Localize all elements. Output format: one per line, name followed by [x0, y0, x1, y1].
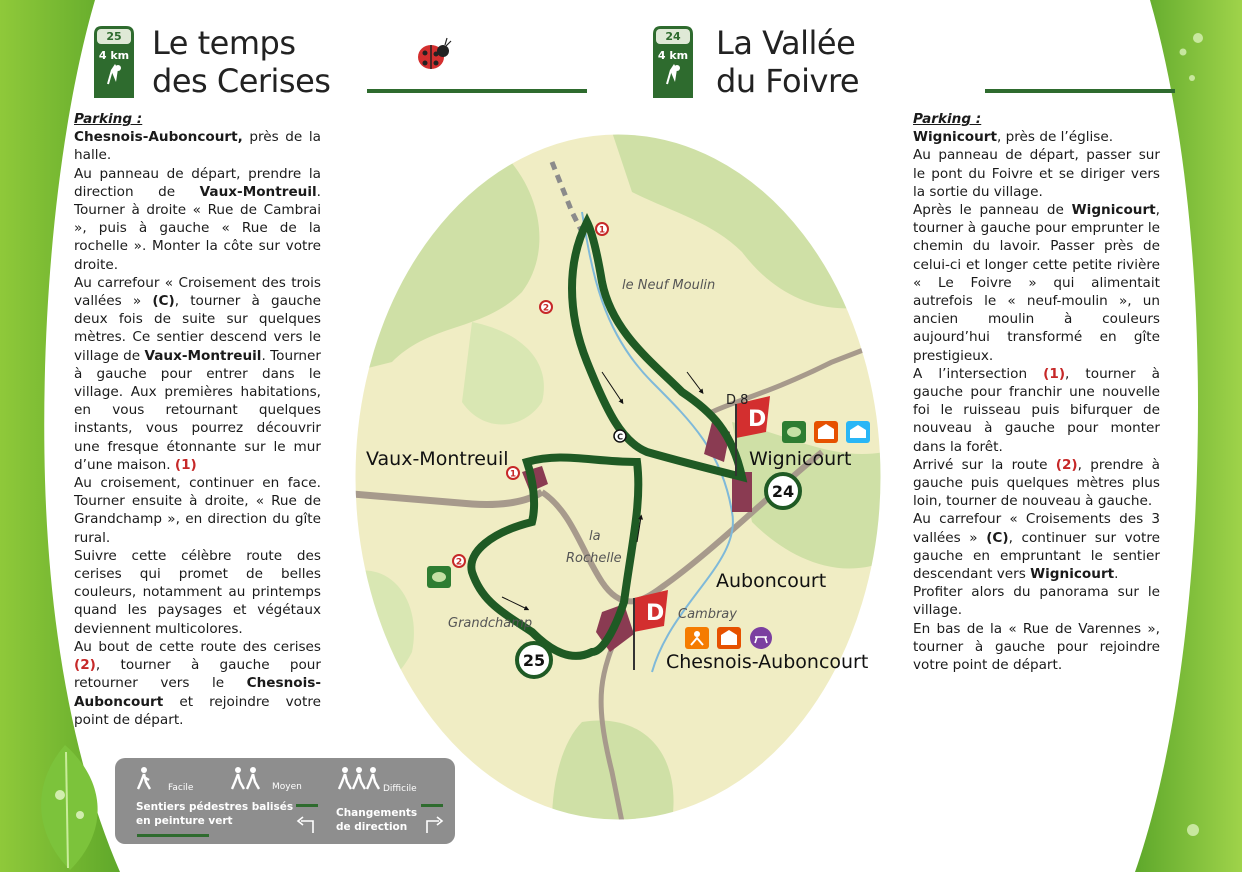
legend-hard: Difficile: [383, 784, 417, 794]
right-parking-label: Parking :: [913, 111, 982, 127]
junction-c-marker: [614, 430, 626, 442]
waypoint-1: [596, 223, 608, 236]
trail-map: [352, 132, 884, 822]
hiker-hard-icon: [337, 766, 385, 790]
route-24-number: 24: [771, 482, 795, 501]
right-route-directions: [913, 110, 1160, 674]
leaf-icon: [30, 740, 110, 872]
legend-direction-line2: de direction: [336, 821, 408, 833]
map-legend: [115, 758, 455, 844]
right-step-marker: (C): [986, 529, 1009, 546]
map-label-d8: D 8: [726, 393, 749, 408]
legend-medium: Moyen: [272, 782, 302, 792]
left-step-marker: (1): [174, 456, 197, 473]
right-step-text: Profiter alors du panorama sur le village.: [913, 584, 1160, 619]
junction-c-label: C: [617, 432, 623, 442]
right-step-text: .: [1114, 566, 1119, 583]
start-flag-letter: D: [646, 601, 665, 626]
trail-map-drawing: [352, 132, 884, 822]
waypoint-2: [540, 301, 552, 314]
left-route-number: 25: [106, 30, 122, 43]
left-step-text: Au bout de cette route des cerises: [74, 638, 321, 655]
route-25-badge: [517, 643, 551, 677]
picnic-icon: [750, 627, 772, 649]
right-step-text: En bas de la « Rue de Varennes », tourner à gauche pour rejoindre votre point de départ.: [913, 620, 1160, 674]
left-step-place: Vaux-Montreuil: [144, 347, 262, 364]
right-step-place: Wignicourt: [1071, 202, 1156, 219]
left-title-line2: des Cerises: [152, 62, 331, 100]
left-step-text: et rejoindre votre point de départ.: [74, 693, 321, 728]
map-label-neuf-moulin: le Neuf Moulin: [622, 278, 716, 293]
legend-marked-paths-line2: en peinture vert: [136, 815, 233, 827]
left-step-text: Au carrefour « Croisement des trois vallées »: [74, 274, 321, 310]
right-route-number: 24: [665, 30, 681, 43]
right-step-text: , continuer sur votre gauche en empruntant le sentier descendant vers: [913, 529, 1160, 583]
route-24-badge: [766, 474, 800, 508]
left-route-distance: 4 km: [98, 49, 130, 62]
left-step-text: , tourner à gauche pour retourner vers le: [74, 657, 321, 692]
left-title-rule: [367, 89, 587, 93]
right-step-marker: (2): [1055, 456, 1078, 473]
map-label-auboncourt: Auboncourt: [716, 570, 827, 592]
waypoint-2: [453, 555, 465, 568]
legend-green-line: [137, 834, 209, 837]
right-parking-detail: , près de l’église.: [997, 129, 1114, 146]
legend-marked-paths-line1: Sentiers pédestres balisés: [136, 801, 294, 813]
map-label-cambray: Cambray: [678, 607, 737, 622]
right-step-place: Wignicourt: [1030, 566, 1115, 583]
left-step-text: Au panneau de départ, prendre la direction de: [74, 165, 321, 200]
right-step-text: , tourner à gauche pour franchir une nouvelle foi le ruisseau puis bifurquer de nouveau à gauche pour monter dans la forêt.: [913, 365, 1160, 455]
waypoint-2-label: 2: [542, 303, 550, 314]
hiker-easy-icon: [135, 766, 153, 790]
legend-easy: Facile: [168, 783, 194, 793]
map-label-grandchamp: Grandchamp: [448, 616, 533, 631]
left-step-marker: (2): [74, 657, 96, 674]
right-step-text: Au panneau de départ, passer sur le pont du Foivre et se diriger vers la sortie du village.: [913, 147, 1160, 200]
right-step-text: Après le panneau de: [913, 202, 1072, 219]
map-label-wignicourt: Wignicourt: [749, 448, 852, 470]
left-route-title: [152, 24, 330, 100]
legend-direction-line1: Changements: [336, 807, 418, 819]
waypoint-1-label: 1: [598, 225, 606, 236]
map-label-la: la: [589, 529, 601, 544]
left-step-place: Vaux-Montreuil: [199, 183, 317, 200]
left-parking-detail: près de la halle.: [74, 129, 321, 164]
hiker-medium-icon: [229, 766, 263, 790]
turn-left-icon: [295, 813, 319, 835]
left-step-text: Au croisement, continuer en face. Tourner ensuite à droite, « Rue de Grandchamp », en direction du gîte rural.: [74, 475, 321, 546]
right-step-text: , prendre à gauche puis quelques mètres plus loin, tourner de nouveau à gauche.: [913, 456, 1160, 510]
right-step-text: , tourner à gauche pour emprunter le chemin du lavoir. Passer près de celui-ci et longer cette petite rivière « Le Foivre » qui alimentait autrefois le « neuf-moulin », un ancien moulin à couleurs aujourd’hui transformé en gîte prestigieux.: [913, 202, 1160, 364]
legend-direction-line-right: [421, 804, 443, 807]
start-flag-letter: D: [748, 407, 767, 432]
left-title-line1: Le temps: [152, 24, 296, 62]
left-route-directions: [74, 110, 321, 729]
waypoint-1: [507, 467, 519, 480]
right-step-text: Arrivé sur la route: [913, 456, 1056, 473]
right-route-distance: 4 km: [657, 49, 689, 62]
legend-direction-line-left: [296, 804, 318, 807]
right-title-line1: La Vallée: [716, 24, 856, 62]
right-parking-place: Wignicourt: [913, 129, 997, 146]
right-step-marker: (1): [1043, 365, 1066, 382]
legend-marked-paths: [136, 800, 293, 828]
waypoint-2-label: 2: [455, 557, 463, 568]
left-step-text: , tourner à gauche deux fois de suite sur quelques mètres. Ce sentier descend vers le village de: [74, 293, 321, 364]
map-label-chesnois: Chesnois-Auboncourt: [666, 651, 869, 673]
right-title-rule: [985, 89, 1175, 93]
left-step-text: Suivre cette célèbre route des cerises qui promet de belles couleurs, notamment au printemps quand les paysages et végétaux deviennent multicolores.: [74, 547, 321, 637]
left-parking-place: Chesnois-Auboncourt,: [74, 129, 243, 146]
right-step-text: A l’intersection: [913, 365, 1044, 382]
left-step-place: Chesnois-Auboncourt: [74, 675, 321, 710]
left-step-text: . Tourner à droite « Rue de Cambrai », puis à gauche « Rue de la rochelle ». Monter la côte sur votre droite.: [74, 183, 321, 273]
left-parking-label: Parking :: [74, 111, 143, 127]
left-step-text: . Tourner à gauche pour entrer dans le village. Aux premières habitations, en vous retournant quelques instants, vous pourrez découvrir une fresque étonnante sur le mur d’une maison.: [74, 347, 321, 473]
legend-direction: [336, 806, 417, 834]
map-label-vaux-montreuil: Vaux-Montreuil: [366, 448, 509, 470]
map-label-rochelle: Rochelle: [566, 551, 622, 566]
right-step-text: Au carrefour « Croisements des 3 vallées »: [913, 511, 1160, 546]
left-step-marker: (C): [152, 293, 175, 310]
route-25-number: 25: [522, 651, 546, 670]
waypoint-1-label: 1: [509, 469, 517, 480]
ladybug-icon: [412, 36, 454, 74]
right-title-line2: du Foivre: [716, 62, 860, 100]
right-route-title: [716, 24, 859, 100]
turn-right-icon: [421, 813, 445, 835]
